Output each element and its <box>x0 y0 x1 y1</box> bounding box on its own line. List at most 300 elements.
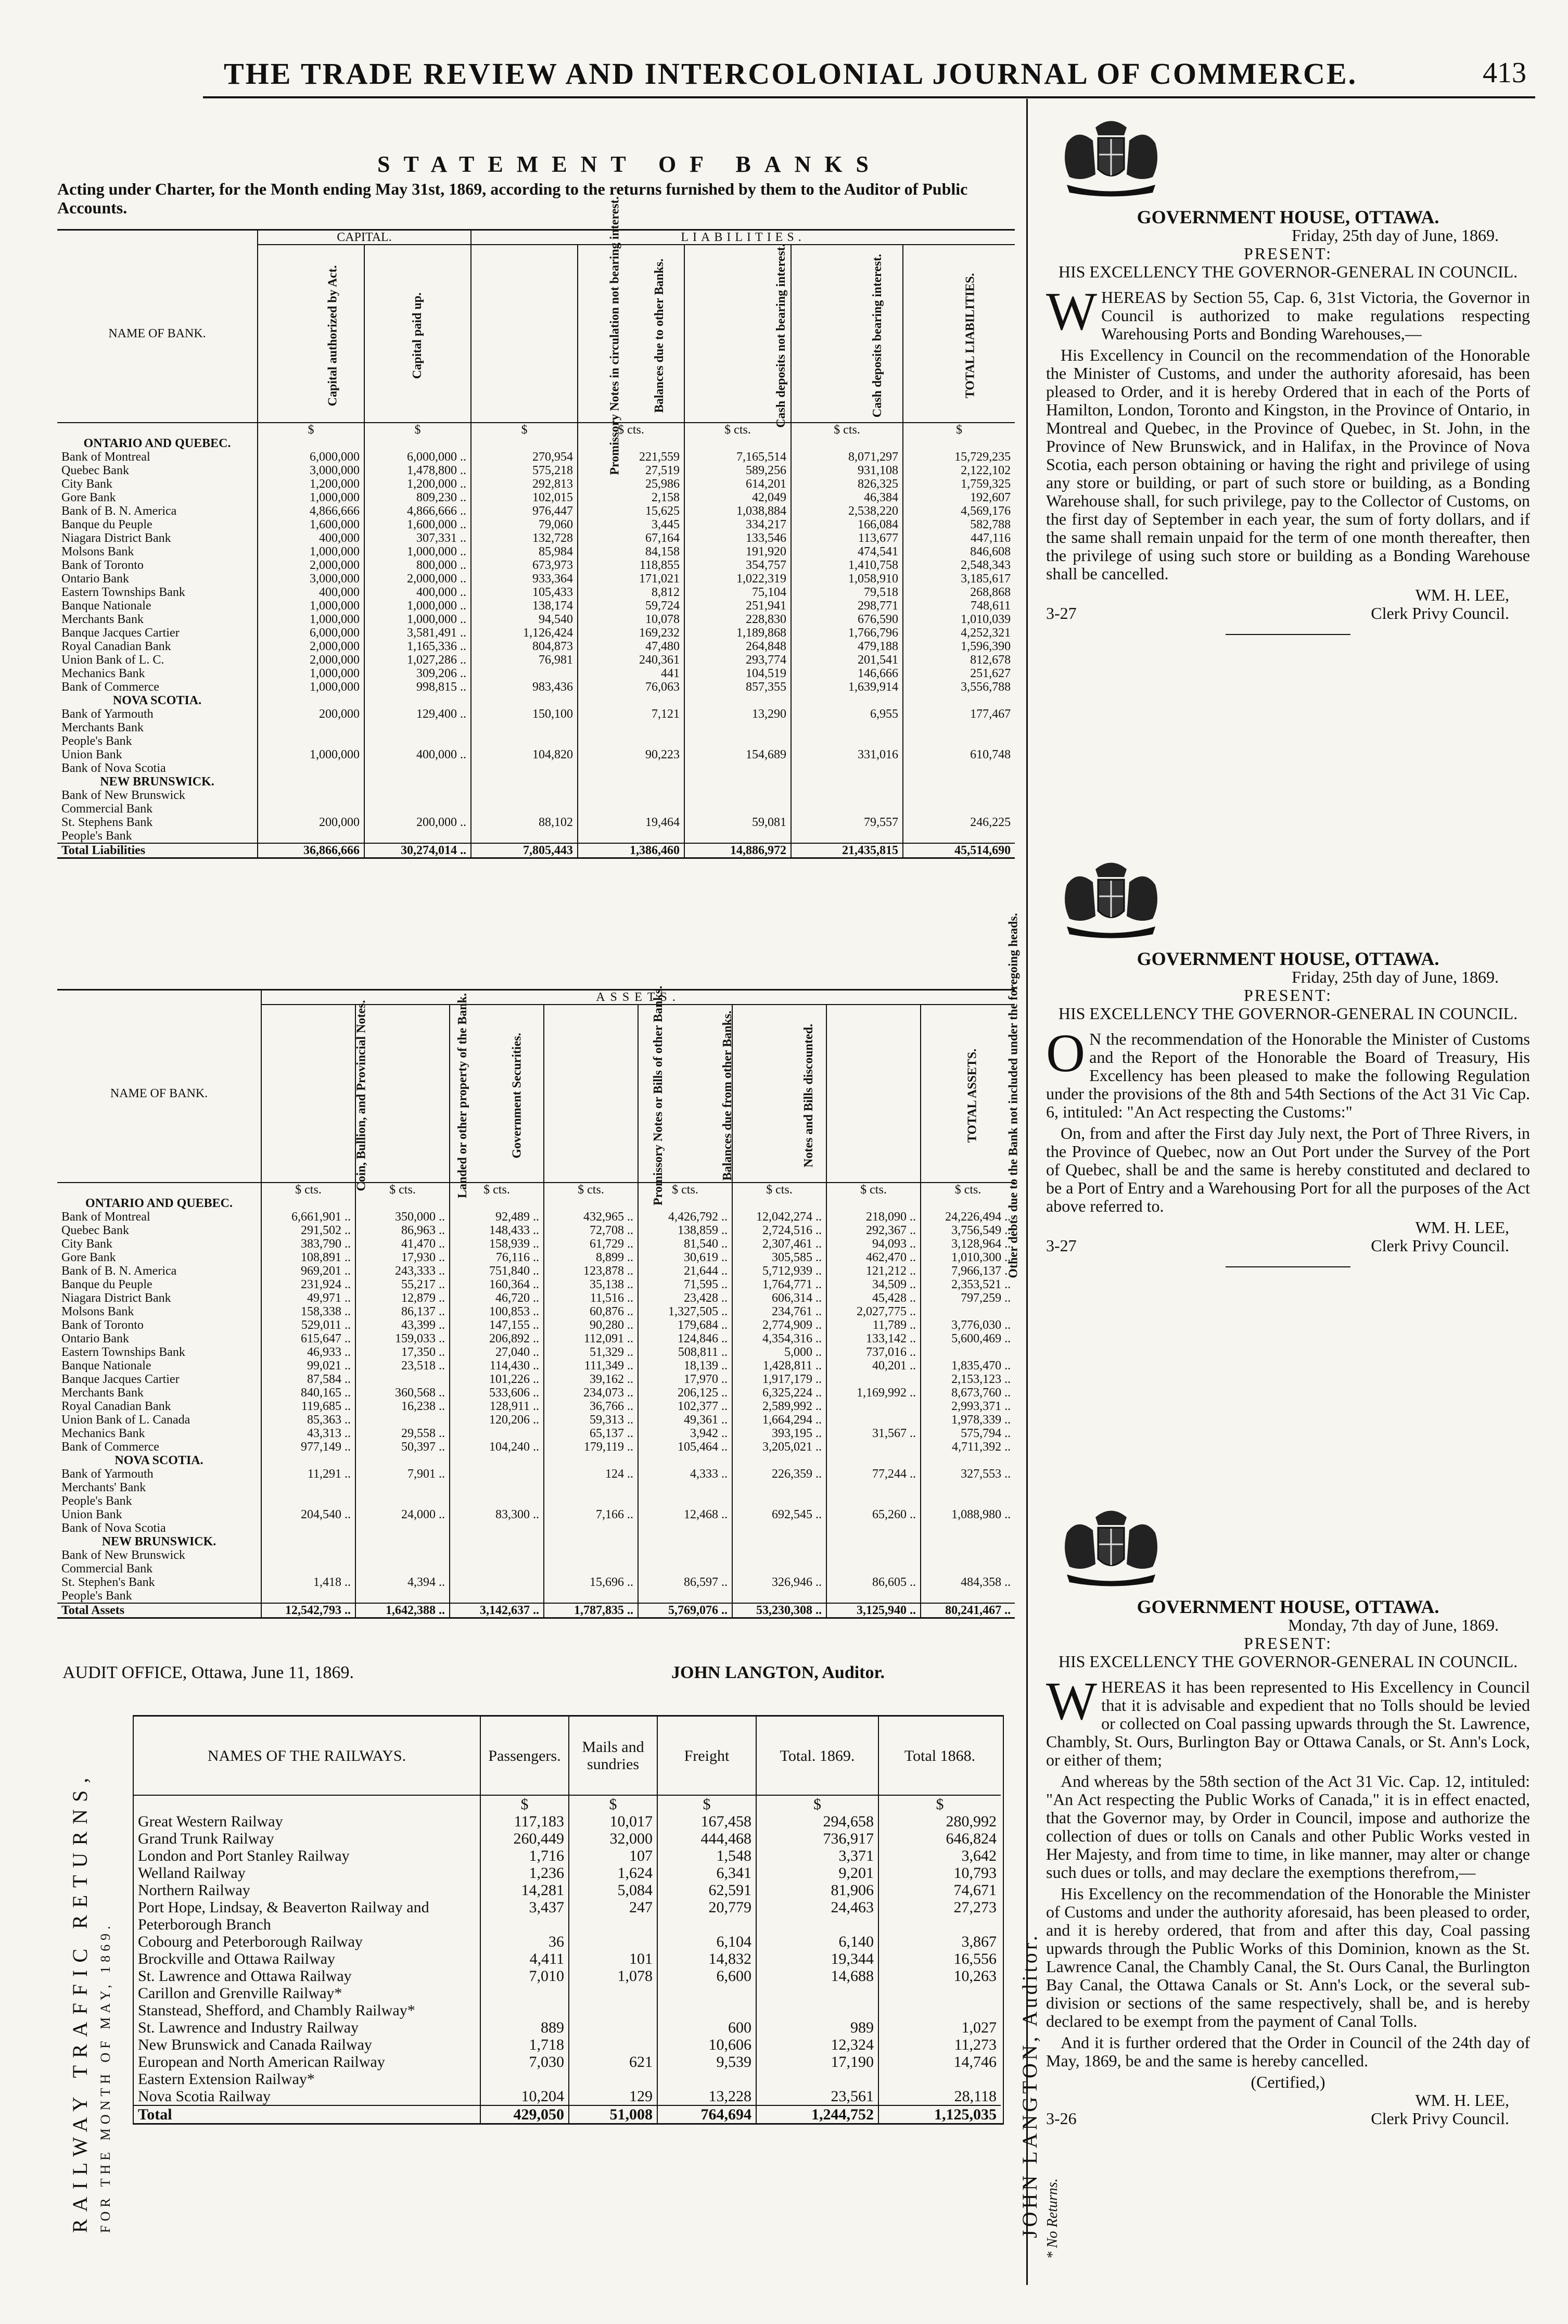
value-cell: 857,355 <box>684 680 791 694</box>
railway-name: Carillon and Grenville Railway* <box>138 1985 342 2002</box>
value-cell: 933,364 <box>471 572 578 586</box>
value-cell <box>355 1373 450 1386</box>
table-row <box>57 586 1015 599</box>
railway-row <box>134 2002 1001 2019</box>
column-header <box>684 244 791 428</box>
value-cell <box>355 1481 450 1494</box>
railway-value: 9,539 <box>657 2053 756 2071</box>
railway-name: Welland Railway <box>138 1864 246 1882</box>
value-cell: 673,973 <box>471 558 578 572</box>
value-cell: 123,878 .. <box>544 1264 638 1278</box>
value-cell <box>578 761 684 775</box>
value-cell: 61,729 .. <box>544 1237 638 1251</box>
railway-value: 16,556 <box>878 1950 1001 1967</box>
value-cell: 60,876 .. <box>544 1305 638 1318</box>
value-cell: 1,000,000 <box>258 545 364 558</box>
value-cell: 150,100 <box>471 707 578 721</box>
value-cell <box>826 1400 921 1413</box>
value-cell: 16,238 .. <box>355 1400 450 1413</box>
railway-row <box>134 1933 1001 1950</box>
notice-drop-cap: W <box>1046 1671 1098 1731</box>
value-cell: 231,924 .. <box>261 1278 355 1291</box>
value-cell <box>578 721 684 734</box>
value-cell <box>544 1494 638 1508</box>
table-row <box>57 504 1015 518</box>
value-cell <box>450 1481 544 1494</box>
value-cell: 7,966,137 .. <box>921 1264 1015 1278</box>
value-cell: 1,022,319 <box>684 572 791 586</box>
notice-text: And whereas by the 58th section of the Act 31 Vic. Cap. 12, intituled: "An Act respecting the Public Works of Canada," it is in effect enacted, that the Governor may, by Order in Council, impose and authorize the collection of dues or tolls on Canals and other Public Works vested in Her Majesty, and from time to time, in like manner, may alter or change such dues or tolls, and may declare the exemptions therefrom,— <box>1046 1772 1530 1882</box>
value-cell: 5,600,469 .. <box>921 1332 1015 1345</box>
table-row <box>57 531 1015 545</box>
value-cell: 3,128,964 .. <box>921 1237 1015 1251</box>
value-cell: 83,300 .. <box>450 1508 544 1521</box>
value-cell: 2,589,992 .. <box>732 1400 826 1413</box>
value-cell: 76,063 <box>578 680 684 694</box>
value-cell: 1,639,914 <box>791 680 903 694</box>
table-row <box>57 667 1015 680</box>
value-cell: 1,000,000 <box>258 491 364 504</box>
table-row <box>57 734 1015 748</box>
value-cell: 298,771 <box>791 599 903 613</box>
value-cell: 462,470 .. <box>826 1251 921 1264</box>
total-label: Total Assets <box>57 1603 261 1617</box>
value-cell: 59,724 <box>578 599 684 613</box>
railway-value: 62,591 <box>657 1882 756 1899</box>
table-row <box>57 1386 1015 1400</box>
value-cell: 7,901 .. <box>355 1467 450 1481</box>
value-cell <box>450 1562 544 1576</box>
statement-subtitle: Acting under Charter, for the Month ending May 31st, 1869, according to the returns furnished by them to the Auditor of Public Accounts. <box>57 180 968 217</box>
column-header-label: Government Securities. <box>510 1033 524 1159</box>
railway-value: 294,658 <box>756 1813 878 1830</box>
value-cell: 177,467 <box>903 707 1015 721</box>
value-cell: 1,327,505 .. <box>638 1305 732 1318</box>
bank-name: Ontario Bank <box>61 572 129 586</box>
table-row <box>57 680 1015 694</box>
railway-column-header: Freight <box>657 1717 756 1795</box>
table-row <box>57 1508 1015 1521</box>
railway-value: 1,624 <box>569 1864 657 1882</box>
table-row <box>57 613 1015 626</box>
value-cell: 1,759,325 <box>903 477 1015 491</box>
notice-date: Monday, 7th day of June, 1869. <box>1288 1616 1499 1634</box>
value-cell: 976,447 <box>471 504 578 518</box>
value-cell: 2,548,343 <box>903 558 1015 572</box>
value-cell <box>732 1521 826 1535</box>
railway-value: 10,606 <box>657 2036 756 2053</box>
value-cell: 23,428 .. <box>638 1291 732 1305</box>
notice-paragraph <box>1046 1023 1530 1121</box>
notice-signer: WM. H. LEE, <box>1415 1218 1509 1237</box>
value-cell: 4,333 .. <box>638 1467 732 1481</box>
value-cell <box>450 1548 544 1562</box>
value-cell: 2,158 <box>578 491 684 504</box>
value-cell: 1,000,000 <box>258 680 364 694</box>
value-cell: 105,464 .. <box>638 1440 732 1454</box>
total-value: 5,769,076 .. <box>638 1603 732 1617</box>
value-cell: 969,201 .. <box>261 1264 355 1278</box>
value-cell: 128,911 .. <box>450 1400 544 1413</box>
value-cell <box>544 1481 638 1494</box>
total-value: 3,142,637 .. <box>450 1603 544 1617</box>
value-cell: 59,313 .. <box>544 1413 638 1427</box>
value-cell: 85,363 .. <box>261 1413 355 1427</box>
value-cell: 797,259 .. <box>921 1291 1015 1305</box>
value-cell: 804,873 <box>471 640 578 653</box>
railway-value: 736,917 <box>756 1830 878 1847</box>
notice-number: 3-26 <box>1046 2109 1077 2128</box>
value-cell <box>684 802 791 816</box>
notice-text: HEREAS it has been represented to His Excellency in Council that it is advisable and expedient that no Tolls should be levied or collected on Coal passing upwards through the St. Lawrence, Chambly, St. Ours, Burlington Bay or Ottawa Canals, or St. Ann's Lock, or either of them; <box>1046 1678 1530 1769</box>
value-cell: 243,333 .. <box>355 1264 450 1278</box>
value-cell: 305,585 .. <box>732 1251 826 1264</box>
railway-name: London and Port Stanley Railway <box>138 1847 350 1864</box>
value-cell: 76,116 .. <box>450 1251 544 1264</box>
value-cell: 36,766 .. <box>544 1400 638 1413</box>
table-row <box>57 1440 1015 1454</box>
value-cell: 3,776,030 .. <box>921 1318 1015 1332</box>
total-value: 80,241,467 .. <box>921 1603 1015 1617</box>
notice-separator <box>1226 1266 1350 1267</box>
value-cell: 4,426,792 .. <box>638 1210 732 1224</box>
value-cell: 65,260 .. <box>826 1508 921 1521</box>
value-cell: 86,597 .. <box>638 1576 732 1589</box>
value-cell: 24,226,494 .. <box>921 1210 1015 1224</box>
railway-value: 889 <box>480 2019 569 2036</box>
value-cell: 234,073 .. <box>544 1386 638 1400</box>
table-row <box>57 1427 1015 1440</box>
section-row <box>57 775 1015 789</box>
value-cell: 1,428,811 .. <box>732 1359 826 1373</box>
railway-value: 10,204 <box>480 2088 569 2105</box>
value-cell: 474,541 <box>791 545 903 558</box>
value-cell <box>921 1481 1015 1494</box>
total-value: 1,386,460 <box>578 843 684 857</box>
bank-name: Bank of Toronto <box>61 1318 144 1332</box>
value-cell: 65,137 .. <box>544 1427 638 1440</box>
notice-date: Friday, 25th day of June, 1869. <box>1292 968 1499 986</box>
value-cell: 1,600,000 <box>258 518 364 531</box>
value-cell <box>638 1494 732 1508</box>
table-row <box>57 1494 1015 1508</box>
railway-row <box>134 1847 1001 1864</box>
value-cell: 12,468 .. <box>638 1508 732 1521</box>
value-cell: 1,000,000 <box>258 667 364 680</box>
value-cell: 400,000 .. <box>364 748 471 761</box>
railway-value: 19,344 <box>756 1950 878 1967</box>
value-cell: 575,794 .. <box>921 1427 1015 1440</box>
value-cell: 47,480 <box>578 640 684 653</box>
value-cell: 307,331 .. <box>364 531 471 545</box>
value-cell: 79,557 <box>791 816 903 829</box>
value-cell <box>471 667 578 680</box>
railway-value: 167,458 <box>657 1813 756 1830</box>
value-cell: 3,942 .. <box>638 1427 732 1440</box>
railway-value: 280,992 <box>878 1813 1001 1830</box>
value-cell: 1,165,336 .. <box>364 640 471 653</box>
value-cell <box>578 802 684 816</box>
unit-label: $ cts. <box>578 423 684 437</box>
bank-name: Banque Jacques Cartier <box>61 1373 180 1386</box>
railway-name: Northern Railway <box>138 1882 250 1899</box>
empty-cell <box>791 694 903 707</box>
notice-title: GOVERNMENT HOUSE, OTTAWA. <box>1137 948 1439 969</box>
value-cell: 206,892 .. <box>450 1332 544 1345</box>
value-cell <box>684 734 791 748</box>
railway-row <box>134 1882 1001 1899</box>
value-cell <box>450 1576 544 1589</box>
bank-name: Bank of Toronto <box>61 558 144 572</box>
bank-name: Merchants Bank <box>61 1386 144 1400</box>
value-cell: 447,116 <box>903 531 1015 545</box>
value-cell: 270,954 <box>471 450 578 464</box>
railway-total-value: 51,008 <box>569 2105 657 2123</box>
value-cell <box>364 802 471 816</box>
value-cell <box>684 829 791 843</box>
value-cell: 751,840 .. <box>450 1264 544 1278</box>
value-cell <box>921 1494 1015 1508</box>
bank-name: Gore Bank <box>61 491 116 504</box>
value-cell <box>450 1427 544 1440</box>
value-cell: 169,232 <box>578 626 684 640</box>
value-cell: 508,811 .. <box>638 1345 732 1359</box>
value-cell <box>355 1413 450 1427</box>
value-cell: 86,605 .. <box>826 1576 921 1589</box>
notice-footer <box>1046 2110 1509 2128</box>
railway-value: 1,548 <box>657 1847 756 1864</box>
railway-value: 107 <box>569 1847 657 1864</box>
value-cell: 29,558 .. <box>355 1427 450 1440</box>
table-row <box>57 1359 1015 1373</box>
railway-value: 36 <box>480 1933 569 1950</box>
value-cell: 4,394 .. <box>355 1576 450 1589</box>
column-header-label: Landed or other property of the Bank. <box>456 993 470 1199</box>
railway-value: 23,561 <box>756 2088 878 2105</box>
bank-name: Bank of Commerce <box>61 680 159 694</box>
header-rule <box>203 96 1535 98</box>
total-value: 36,866,666 <box>258 843 364 857</box>
empty-cell <box>355 1197 450 1210</box>
value-cell: 1,000,000 <box>258 599 364 613</box>
bank-name: Merchants Bank <box>61 613 144 626</box>
railway-row <box>134 2053 1001 2071</box>
column-header-label: Capital paid up. <box>411 292 425 379</box>
railway-value: 28,118 <box>878 2088 1001 2105</box>
railway-value: 14,688 <box>756 1967 878 1985</box>
table-row <box>57 761 1015 775</box>
unit-label: $ <box>364 423 471 437</box>
value-cell: 2,000,000 .. <box>364 572 471 586</box>
value-cell: 4,252,321 <box>903 626 1015 640</box>
column-header <box>258 245 364 423</box>
railway-value: 14,832 <box>657 1950 756 1967</box>
value-cell: 104,820 <box>471 748 578 761</box>
value-cell: 350,000 .. <box>355 1210 450 1224</box>
value-cell: 55,217 .. <box>355 1278 450 1291</box>
bank-name: Banque Nationale <box>61 1359 151 1373</box>
value-cell: 2,027,775 .. <box>826 1305 921 1318</box>
value-cell: 400,000 <box>258 531 364 545</box>
value-cell: 4,569,176 <box>903 504 1015 518</box>
value-cell: 400,000 .. <box>364 586 471 599</box>
table-row <box>57 572 1015 586</box>
value-cell: 50,397 .. <box>355 1440 450 1454</box>
value-cell: 6,325,224 .. <box>732 1386 826 1400</box>
value-cell <box>544 1562 638 1576</box>
column-header-label: Cash deposits not bearing interest. <box>774 244 788 428</box>
value-cell: 5,712,939 .. <box>732 1264 826 1278</box>
value-cell <box>258 789 364 802</box>
column-header-label: Balances due from other Banks. <box>721 1010 735 1181</box>
notice-paragraph <box>1046 282 1530 343</box>
units-spacer <box>57 423 258 437</box>
value-cell: 3,756,549 .. <box>921 1224 1015 1237</box>
unit-label: $ <box>258 423 364 437</box>
value-cell: 72,708 .. <box>544 1224 638 1237</box>
total-value: 3,125,940 .. <box>826 1603 921 1617</box>
column-header-label: Capital authorized by Act. <box>326 265 340 407</box>
notice-paragraph <box>1046 346 1530 583</box>
value-cell: 4,866,666 .. <box>364 504 471 518</box>
value-cell <box>684 761 791 775</box>
railway-value: 14,746 <box>878 2053 1001 2071</box>
notice-role: Clerk Privy Council. <box>1371 1236 1509 1255</box>
railway-value: 3,371 <box>756 1847 878 1864</box>
value-cell <box>258 802 364 816</box>
empty-cell <box>578 694 684 707</box>
royal-coat-of-arms-icon <box>1046 1502 1176 1590</box>
table-row <box>57 1305 1015 1318</box>
value-cell <box>921 1548 1015 1562</box>
value-cell: 27,519 <box>578 464 684 477</box>
table-row <box>57 1318 1015 1332</box>
table-row <box>57 518 1015 531</box>
railway-value: 24,463 <box>756 1899 878 1933</box>
table-row <box>57 707 1015 721</box>
value-cell: 101,226 .. <box>450 1373 544 1386</box>
value-cell: 88,102 <box>471 816 578 829</box>
table-row <box>57 1224 1015 1237</box>
value-cell: 40,201 .. <box>826 1359 921 1373</box>
railway-name: Brockville and Ottawa Railway <box>138 1950 336 1967</box>
value-cell: 1,835,470 .. <box>921 1359 1015 1373</box>
column-header-label: Coin, Bullion, and Provincial Notes. <box>354 1000 368 1191</box>
value-cell: 692,545 .. <box>732 1508 826 1521</box>
table-row <box>57 599 1015 613</box>
value-cell: 4,354,316 .. <box>732 1332 826 1345</box>
railway-value: 101 <box>569 1950 657 1967</box>
value-cell: 1,189,868 <box>684 626 791 640</box>
railway-column-header: Mails and sundries <box>569 1717 657 1795</box>
value-cell <box>826 1589 921 1603</box>
table-row <box>57 789 1015 802</box>
section-name: NOVA SCOTIA. <box>112 694 202 707</box>
value-cell: 124 .. <box>544 1467 638 1481</box>
railway-value <box>480 2002 569 2019</box>
empty-cell <box>261 1197 355 1210</box>
column-header-label: Balances due to other Banks. <box>653 258 667 413</box>
value-cell <box>826 1481 921 1494</box>
value-cell: 3,000,000 <box>258 464 364 477</box>
value-cell: 124,846 .. <box>638 1332 732 1345</box>
value-cell: 138,859 .. <box>638 1224 732 1237</box>
railway-value <box>756 2071 878 2088</box>
statement-title: STATEMENT OF BANKS <box>377 151 883 177</box>
value-cell: 251,627 <box>903 667 1015 680</box>
value-cell: 105,433 <box>471 586 578 599</box>
value-cell: 1,664,294 .. <box>732 1413 826 1427</box>
empty-cell <box>732 1535 826 1548</box>
railway-unit: $ <box>878 1795 1001 1813</box>
value-cell <box>261 1548 355 1562</box>
railway-unit <box>134 1795 480 1813</box>
value-cell: 264,848 <box>684 640 791 653</box>
railway-value: 1,236 <box>480 1864 569 1882</box>
value-cell: 12,042,274 .. <box>732 1210 826 1224</box>
empty-cell <box>261 1535 355 1548</box>
bank-name: Molsons Bank <box>61 1305 134 1318</box>
value-cell: 326,946 .. <box>732 1576 826 1589</box>
column-header-label: Notes and Bills discounted. <box>802 1023 816 1168</box>
value-cell: 81,540 .. <box>638 1237 732 1251</box>
railway-value: 247 <box>569 1899 657 1933</box>
unit-label: $ cts. <box>450 1183 544 1197</box>
value-cell: 49,361 .. <box>638 1413 732 1427</box>
value-cell: 2,122,102 <box>903 464 1015 477</box>
empty-cell <box>471 437 578 450</box>
railway-value: 989 <box>756 2019 878 2036</box>
value-cell: 1,000,000 <box>258 613 364 626</box>
value-cell: 191,920 <box>684 545 791 558</box>
value-cell: 737,016 .. <box>826 1345 921 1359</box>
bank-name: Molsons Bank <box>61 545 134 558</box>
units-spacer <box>57 1183 261 1197</box>
railway-value <box>569 2036 657 2053</box>
value-cell: 432,965 .. <box>544 1210 638 1224</box>
notice-certified: (Certified,) <box>1251 2073 1325 2091</box>
value-cell: 354,757 <box>684 558 791 572</box>
bank-name: Commercial Bank <box>61 1562 153 1576</box>
value-cell: 17,930 .. <box>355 1251 450 1264</box>
bank-name: St. Stephen's Bank <box>61 1576 155 1589</box>
section-row <box>57 694 1015 707</box>
value-cell: 10,078 <box>578 613 684 626</box>
value-cell: 589,256 <box>684 464 791 477</box>
bank-name: Union Bank of L. Canada <box>61 1413 190 1427</box>
value-cell: 2,000,000 <box>258 653 364 667</box>
value-cell <box>578 734 684 748</box>
column-header-label: Promissory Notes in circulation not bearing interest. <box>608 196 622 475</box>
value-cell: 41,470 .. <box>355 1237 450 1251</box>
value-cell <box>471 829 578 843</box>
value-cell: 159,033 .. <box>355 1332 450 1345</box>
value-cell: 121,212 .. <box>826 1264 921 1278</box>
assets-group-header: ASSETS. <box>261 990 1015 1005</box>
value-cell <box>638 1481 732 1494</box>
table-row <box>57 1413 1015 1427</box>
value-cell: 86,963 .. <box>355 1224 450 1237</box>
railway-total-value: 1,244,752 <box>756 2105 878 2123</box>
value-cell: 4,711,392 .. <box>921 1440 1015 1454</box>
value-cell: 1,126,424 <box>471 626 578 640</box>
railway-value <box>878 2002 1001 2019</box>
empty-cell <box>903 437 1015 450</box>
total-value: 30,274,014 .. <box>364 843 471 857</box>
railway-value <box>878 2071 1001 2088</box>
value-cell <box>471 721 578 734</box>
value-cell: 1,088,980 .. <box>921 1508 1015 1521</box>
